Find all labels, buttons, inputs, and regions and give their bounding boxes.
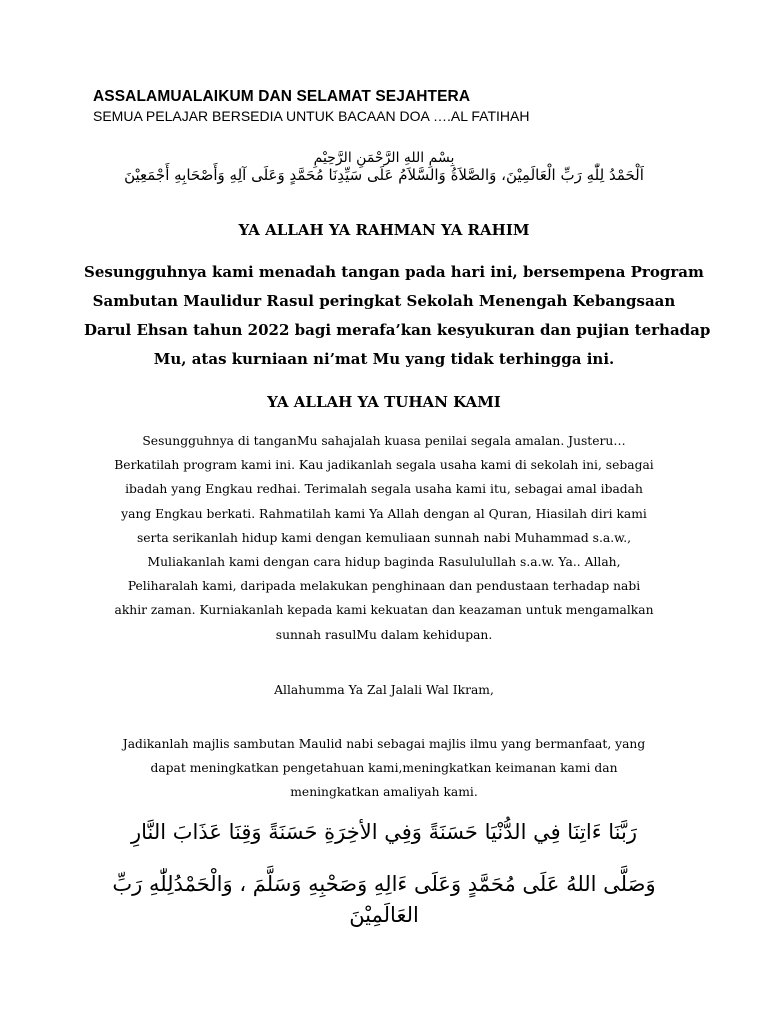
paragraph-line: Mu, atas kurniaan ni’mat Mu yang tidak terhingga ini. [153,350,615,368]
paragraph-line: sunnah rasulMu dalam kehidupan. [275,627,493,642]
paragraph-line: Berkatilah program kami ini. Kau jadikanlah segala usaha kami di sekolah ini, sebagai [114,458,654,473]
arabic-doa-line: وَصَلَّى اللهُ عَلَى مُحَمَّدٍ وَعَلَى ءَالِهِ وَصَحْبِهِ وَسَلَّمَ ، وَالْحَمْدُلِلّٰهِ رَبِّ [112,872,656,896]
paragraph-line: ibadah yang Engkau redhai. Terimalah segala usaha kami itu, sebagai amal ibadah [125,482,643,497]
paragraph-line: dapat meningkatkan pengetahuan kami,meningkatkan keimanan kami dan [150,761,618,776]
arabic-closing-doa [60,817,708,931]
arabic-basmala: بِسْمِ اللهِ الرَّحْمَنِ الرَّحِيْمِ [313,150,455,166]
paragraph-majlis [84,732,684,805]
paragraph-line: meningkatkan amaliyah kami. [290,785,478,800]
section-heading-allahumma: Allahumma Ya Zal Jalali Wal Ikram, [274,683,494,697]
paragraph-line: Peliharalah kami, daripada melakukan penghinaan dan pendustaan terhadap nabi [127,579,641,594]
section-heading-tuhan: YA ALLAH YA TUHAN KAMI [267,393,501,411]
arabic-opening-praise: اَلْحَمْدُ لِلّٰهِ رَبِّ الْعَالَمِيْنَ، وَالصَّلاَةُ وَالسَّلاَمُ عَلَى سَيِّدِنَا مُحَمَّدٍ وَعَلَى آلِهِ وَأَصْحَابِهِ أَجْمَعِيْنَ [124,166,644,184]
paragraph-line: Sambutan Maulidur Rasul peringkat Sekolah Menengah Kebangsaan [92,292,676,310]
paragraph-prayer [84,429,684,647]
paragraph-line: serta serikanlah hidup kami dengan kemuliaan sunnah nabi Muhammad s.a.w., [136,530,632,545]
paragraph-line: yang Engkau berkati. Rahmatilah kami Ya Allah dengan al Quran, Hiasilah diri kami [121,506,647,521]
document-subtitle: SEMUA PELAJAR BERSEDIA UNTUK BACAAN DOA ….AL FATIHAH [93,108,530,124]
paragraph-line: akhir zaman. Kurniakanlah kepada kami kekuatan dan keazaman untuk mengamalkan [114,603,654,618]
arabic-doa-line: العَالَمِيْنَ [349,903,419,927]
paragraph-line: Darul Ehsan tahun 2022 bagi merafa’kan kesyukuran dan pujian terhadap [84,321,711,339]
paragraph-line: Sesungguhnya kami menadah tangan pada hari ini, bersempena Program [84,263,704,281]
paragraph-line: Muliakanlah kami dengan cara hidup baginda Rasululullah s.a.w. Ya.. Allah, [147,555,621,570]
section-heading-rahman: YA ALLAH YA RAHMAN YA RAHIM [238,221,530,239]
paragraph-opening [84,258,711,374]
paragraph-line: Sesungguhnya di tanganMu sahajalah kuasa penilai segala amalan. Justeru… [142,434,626,448]
document-title: ASSALAMUALAIKUM DAN SELAMAT SEJAHTERA [93,88,471,105]
arabic-doa-line: رَبَّنَا ءَاتِنَا فِي الدُّنْيَا حَسَنَةً وَفِي الأخِرَةِ حَسَنَةً وَقِنَا عَذَابَ النَّارِ [130,820,637,844]
paragraph-line: Jadikanlah majlis sambutan Maulid nabi sebagai majlis ilmu yang bermanfaat, yang [122,737,646,751]
